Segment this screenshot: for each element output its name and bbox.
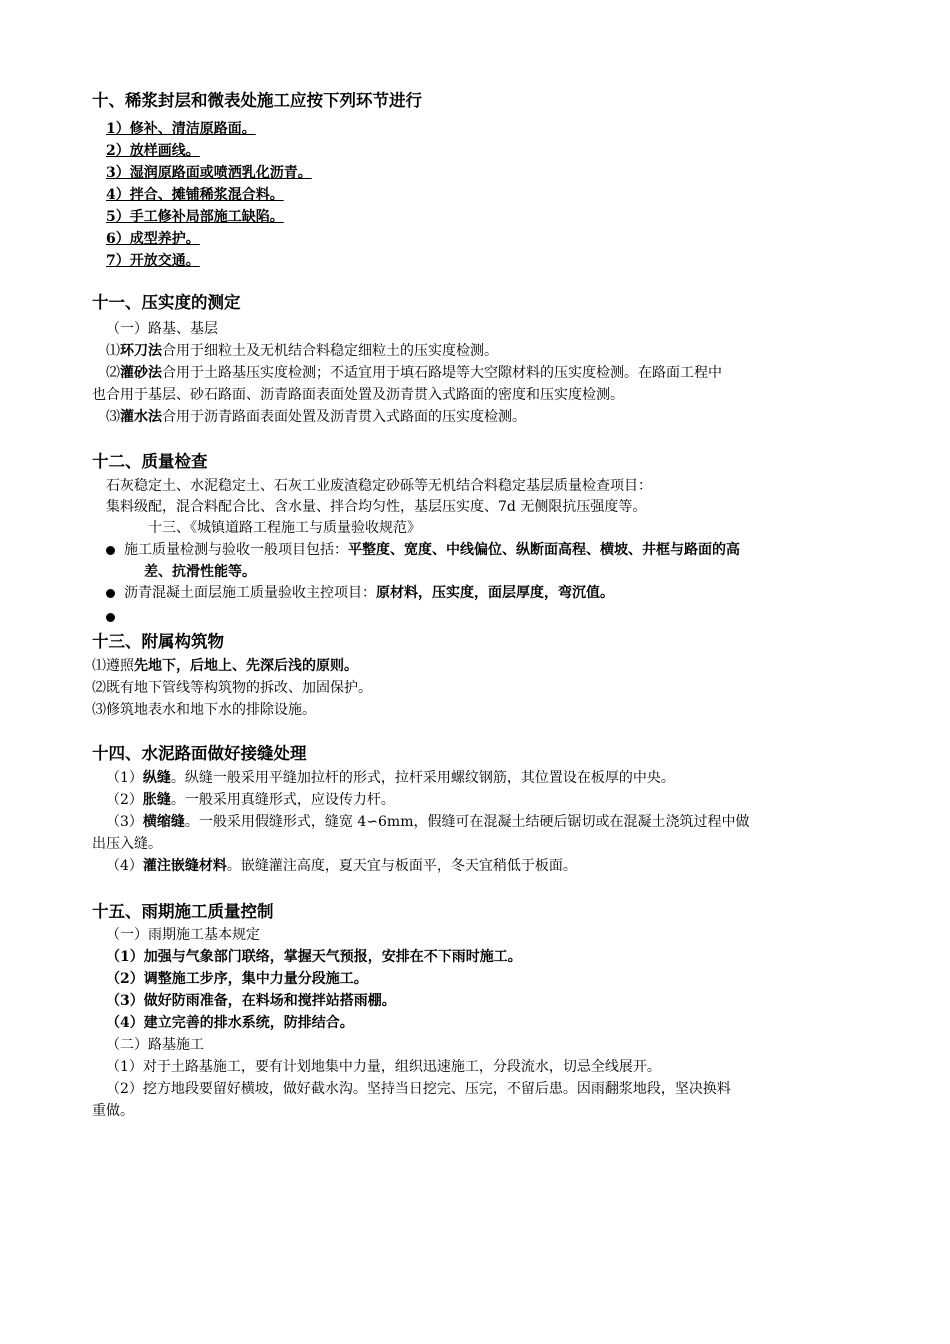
s10-item-7: 7）开放交通。 bbox=[106, 253, 200, 269]
s12-line-3: 十三、《城镇道路工程施工与质量验收规范》 bbox=[148, 520, 421, 536]
s14-line-3-cont: 出压入缝。 bbox=[92, 836, 162, 852]
s15-line-1: （1）对于土路基施工，要有计划地集中力量，组织迅速施工，分段流水，切忌全线展开。 bbox=[106, 1059, 661, 1075]
s10-item-4: 4）拌合、摊铺稀浆混合料。 bbox=[106, 187, 284, 203]
s13-line-1: ⑴遵照先地下，后地上、先深后浅的原则。 bbox=[92, 658, 358, 674]
bullet-icon bbox=[106, 613, 115, 622]
s12-bullet-1: 施工质量检测与验收一般项目包括：平整度、宽度、中线偏位、纵断面高程、横坡、井框与路面的高 bbox=[124, 542, 740, 558]
s15-bold-3: （3）做好防雨准备，在料场和搅拌站搭雨棚。 bbox=[106, 993, 396, 1009]
s13-line-2: ⑵既有地下管线等构筑物的拆改、加固保护。 bbox=[92, 680, 372, 696]
s15-line-2: （2）挖方地段要留好横坡，做好截水沟。坚持当日挖完、压完，不留后患。因雨翻浆地段，坚决换料 bbox=[106, 1081, 731, 1097]
s12-bullet-2: 沥青混凝土面层施工质量验收主控项目：原材料，压实度，面层厚度，弯沉值。 bbox=[124, 585, 614, 601]
s12-line-2: 集料级配，混合料配合比、含水量、拌合均匀性，基层压实度、7d 无侧限抗压强度等。 bbox=[106, 499, 647, 515]
section-14-heading: 十四、水泥路面做好接缝处理 bbox=[92, 744, 307, 763]
s15-line-2-cont: 重做。 bbox=[92, 1103, 134, 1119]
section-11-heading: 十一、压实度的测定 bbox=[92, 293, 241, 312]
s15-bold-1: （1）加强与气象部门联络，掌握天气预报，安排在不下雨时施工。 bbox=[106, 949, 522, 965]
s14-line-3: （3）横缩缝。一般采用假缝形式，缝宽 4∽6mm，假缝可在混凝土结硬后锯切或在混凝土浇筑过程中做 bbox=[106, 814, 750, 830]
s10-item-1: 1）修补、清洁原路面。 bbox=[106, 121, 256, 137]
bullet-icon bbox=[106, 589, 115, 598]
s15-bold-4: （4）建立完善的排水系统，防排结合。 bbox=[106, 1015, 354, 1031]
s11-line-3: ⑶灌水法合用于沥青路面表面处置及沥青贯入式路面的压实度检测。 bbox=[106, 409, 526, 425]
s10-item-2: 2）放样画线。 bbox=[106, 143, 200, 159]
s10-item-3: 3）湿润原路面或喷洒乳化沥青。 bbox=[106, 165, 312, 181]
s11-line-1: ⑴环刀法合用于细粒土及无机结合料稳定细粒土的压实度检测。 bbox=[106, 343, 498, 359]
s15-bold-2: （2）调整施工步序，集中力量分段施工。 bbox=[106, 971, 368, 987]
s12-line-1: 石灰稳定土、水泥稳定土、石灰工业废渣稳定砂砾等无机结合料稳定基层质量检查项目： bbox=[106, 478, 652, 494]
s14-line-1: （1）纵缝。纵缝一般采用平缝加拉杆的形式，拉杆采用螺纹钢筋，其位置设在板厚的中央。 bbox=[106, 770, 675, 786]
s11-line-2-cont: 也合用于基层、砂石路面、沥青路面表面处置及沥青贯入式路面的密度和压实度检测。 bbox=[92, 387, 624, 403]
section-10-heading: 十、稀浆封层和微表处施工应按下列环节进行 bbox=[92, 91, 422, 110]
section-12-heading: 十二、质量检查 bbox=[92, 452, 208, 471]
s10-item-6: 6）成型养护。 bbox=[106, 231, 200, 247]
s10-item-5: 5）手工修补局部施工缺陷。 bbox=[106, 209, 284, 225]
s11-subheading: （一）路基、基层 bbox=[106, 321, 218, 337]
section-13-heading: 十三、附属构筑物 bbox=[92, 632, 224, 651]
s15-subheading-2: （二）路基施工 bbox=[106, 1037, 204, 1053]
s11-line-2: ⑵灌砂法合用于土路基压实度检测；不适宜用于填石路堤等大空隙材料的压实度检测。在路面工程中 bbox=[106, 365, 722, 381]
bullet-icon bbox=[106, 546, 115, 555]
s14-line-2: （2）胀缝。一般采用真缝形式，应设传力杆。 bbox=[106, 792, 395, 808]
s12-bullet-1-cont: 差、抗滑性能等。 bbox=[144, 564, 256, 580]
s13-line-3: ⑶修筑地表水和地下水的排除设施。 bbox=[92, 702, 316, 718]
s15-subheading-1: （一）雨期施工基本规定 bbox=[106, 927, 260, 943]
section-15-heading: 十五、雨期施工质量控制 bbox=[92, 902, 274, 921]
s14-line-4: （4）灌注嵌缝材料。嵌缝灌注高度，夏天宜与板面平，冬天宜稍低于板面。 bbox=[106, 858, 577, 874]
